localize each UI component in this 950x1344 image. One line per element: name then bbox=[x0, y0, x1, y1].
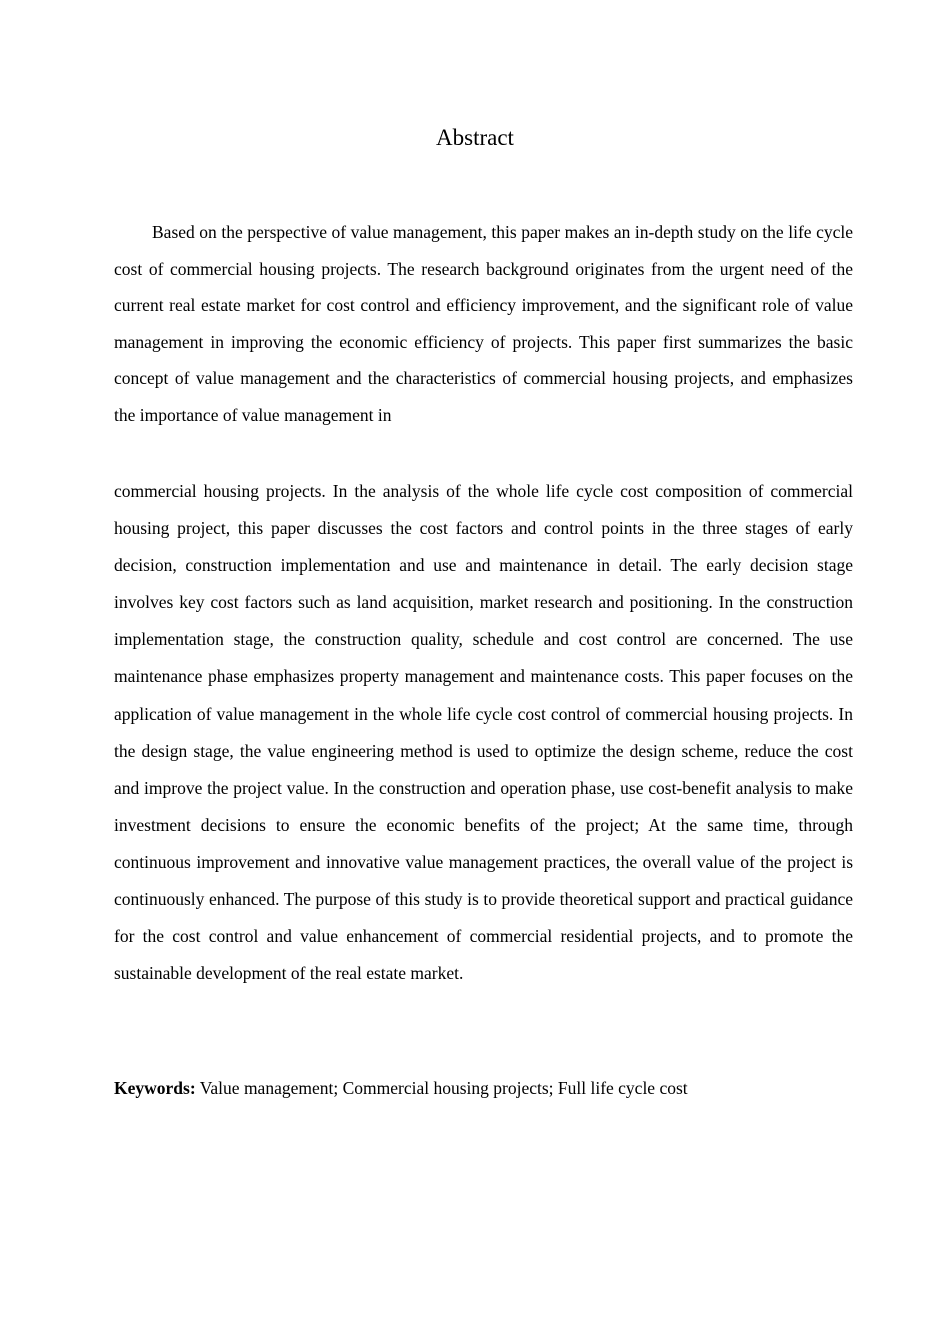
abstract-paragraph-2: commercial housing projects. In the analysis of the whole life cycle cost composition of commercial housing project, this paper discusses the cost factors and control points in the three stages of early decision, construction implementation and use and maintenance in detail. The early decision stage involves key cost factors such as land acquisition, market research and positioning. In the construction implementation stage, the construction quality, schedule and cost control are concerned. The use maintenance phase emphasizes property management and maintenance costs. This paper focuses on the application of value management in the whole life cycle cost control of commercial housing projects. In the design stage, the value engineering method is used to optimize the design scheme, reduce the cost and improve the project value. In the construction and operation phase, use cost-benefit analysis to make investment decisions to ensure the economic benefits of the project; At the same time, through continuous improvement and innovative value management practices, the overall value of the project is continuously enhanced. The purpose of this study is to provide theoretical support and practical guidance for the cost control and value enhancement of commercial residential projects, and to promote the sustainable development of the real estate market. bbox=[114, 481, 853, 984]
keywords-label: Keywords: bbox=[114, 1078, 196, 1098]
keywords-text: Value management; Commercial housing projects; Full life cycle cost bbox=[199, 1078, 688, 1098]
keywords-line bbox=[114, 1074, 853, 1102]
abstract-paragraph-1: Based on the perspective of value management, this paper makes an in-depth study on the life cycle cost of commercial housing projects. The research background originates from the urgent need of the current real estate market for cost control and efficiency improvement, and the significant role of value management in improving the economic efficiency of projects. This paper first summarizes the basic concept of value management and the characteristics of commercial housing projects, and emphasizes the importance of value management in bbox=[114, 222, 853, 425]
abstract-title: Abstract bbox=[436, 125, 514, 150]
